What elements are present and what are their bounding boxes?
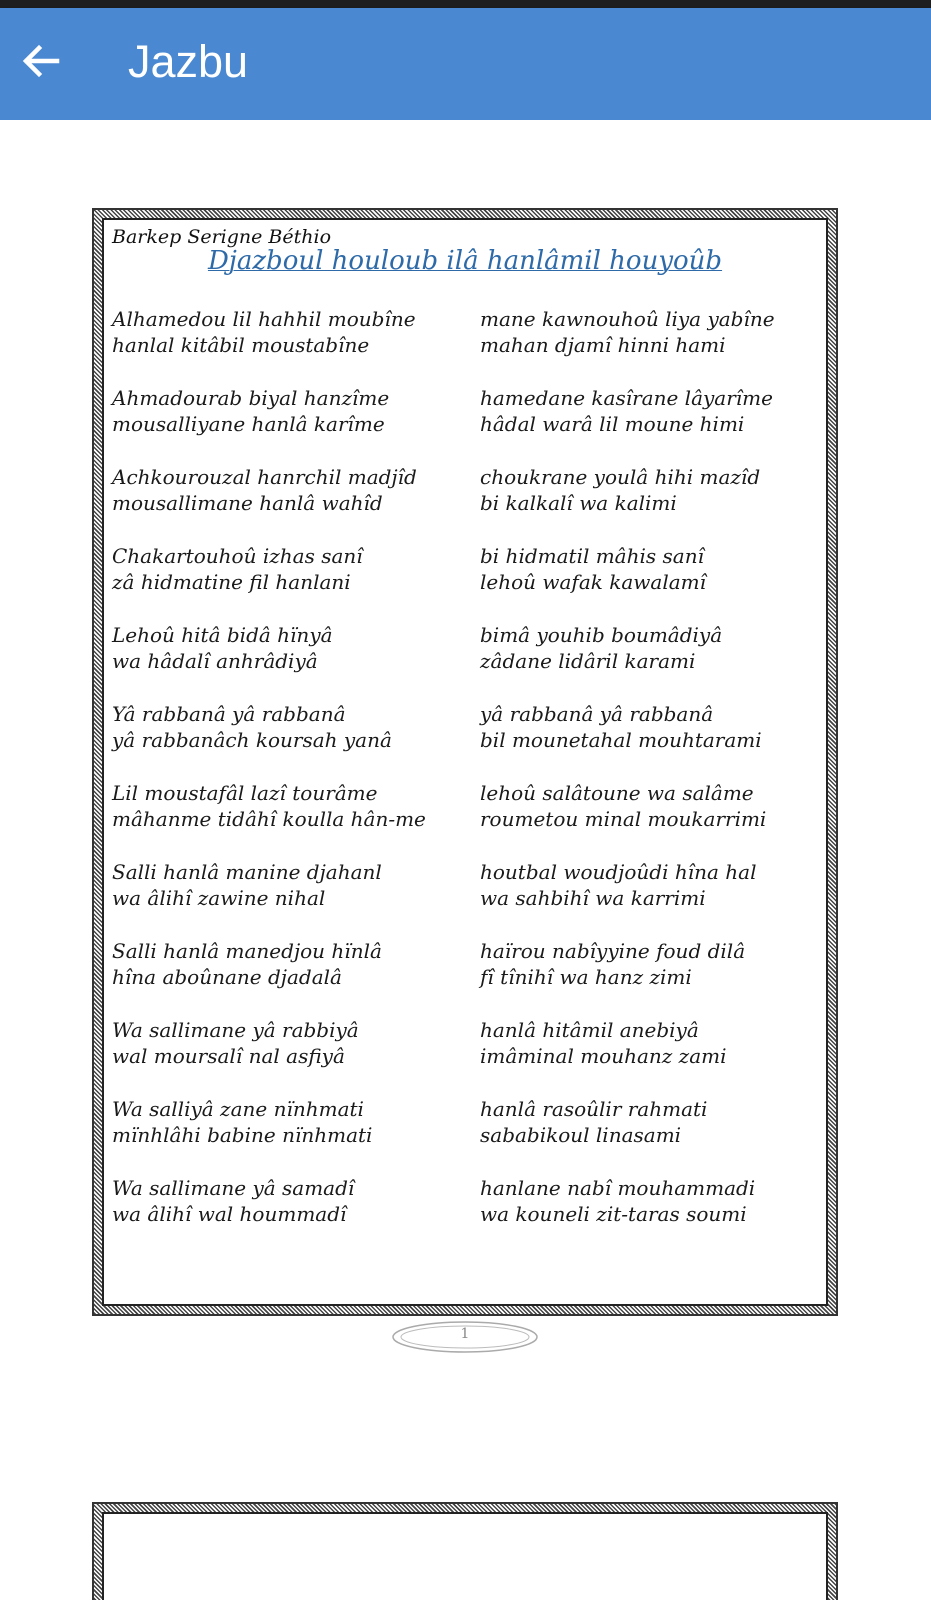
- stanza-left-column: [112, 938, 480, 1017]
- verse-line: zâ hidmatine fil hanlani: [112, 570, 351, 594]
- verse-line: haïrou nabîyyine foud dilâ: [480, 939, 746, 963]
- stanza: [112, 1017, 816, 1096]
- verse-line: mâhanme tidâhî koulla hân-me: [112, 807, 426, 831]
- stanza: [112, 938, 816, 1017]
- stanza-right-column: [480, 859, 816, 938]
- stanza-left-column: [112, 701, 480, 780]
- document-page: [92, 208, 838, 1316]
- verse-line: choukrane youlâ hihi mazîd: [480, 465, 761, 489]
- stanza-left-column: [112, 780, 480, 859]
- verse-line: hanlâ rasoûlir rahmati: [480, 1097, 708, 1121]
- document-page-next: [92, 1502, 838, 1600]
- app-title: Jazbu: [128, 36, 249, 87]
- stanza-right-column: [480, 938, 816, 1017]
- verse-line: yâ rabbanâ yâ rabbanâ: [480, 702, 714, 726]
- stanza-left-column: [112, 543, 480, 622]
- verse-line: wa âlihî zawine nihal: [112, 886, 326, 910]
- verse-line: Chakartouhoû izhas sanî: [112, 544, 363, 568]
- page-author: Barkep Serigne Béthio: [112, 226, 332, 248]
- stanza: [112, 306, 816, 385]
- stanza-left-column: [112, 1096, 480, 1175]
- stanza: [112, 1175, 816, 1254]
- verse-line: lehoû salâtoune wa salâme: [480, 781, 754, 805]
- stanza-right-column: [480, 385, 816, 464]
- verse-line: lehoû wafak kawalamî: [480, 570, 707, 594]
- verse-line: Alhamedou lil hahhil moubîne: [112, 307, 416, 331]
- verse-line: bi hidmatil mâhis sanî: [480, 544, 704, 568]
- verse-line: wa âlihî wal hoummadî: [112, 1202, 347, 1226]
- verse-line: Lil moustafâl lazî tourâme: [112, 781, 378, 805]
- poem-stanzas: [112, 306, 816, 1254]
- stanza-right-column: [480, 701, 816, 780]
- verse-line: wa sahbihî wa karrimi: [480, 886, 706, 910]
- verse-line: roumetou minal moukarrimi: [480, 807, 767, 831]
- verse-line: wa kouneli zit-taras soumi: [480, 1202, 747, 1226]
- back-arrow-icon: [19, 39, 63, 83]
- verse-line: Yâ rabbanâ yâ rabbanâ: [112, 702, 346, 726]
- stanza-right-column: [480, 1175, 816, 1254]
- verse-line: mousallimane hanlâ wahîd: [112, 491, 383, 515]
- verse-line: hâdal warâ lil moune himi: [480, 412, 745, 436]
- verse-line: Achkourouzal hanrchil madjîd: [112, 465, 417, 489]
- verse-line: bil mounetahal mouhtarami: [480, 728, 762, 752]
- verse-line: mousalliyane hanlâ karîme: [112, 412, 385, 436]
- stanza-left-column: [112, 385, 480, 464]
- verse-line: Wa sallimane yâ rabbiyâ: [112, 1018, 359, 1042]
- stanza-left-column: [112, 1175, 480, 1254]
- stanza: [112, 701, 816, 780]
- verse-line: imâminal mouhanz zami: [480, 1044, 727, 1068]
- stanza: [112, 859, 816, 938]
- stanza: [112, 464, 816, 543]
- verse-line: Wa sallimane yâ samadî: [112, 1176, 355, 1200]
- stanza-right-column: [480, 622, 816, 701]
- verse-line: hanlâ hitâmil anebiyâ: [480, 1018, 699, 1042]
- stanza-right-column: [480, 780, 816, 859]
- stanza: [112, 385, 816, 464]
- stanza-right-column: [480, 1017, 816, 1096]
- stanza: [112, 622, 816, 701]
- app-bar: [0, 8, 931, 120]
- verse-line: wa hâdalî anhrâdiyâ: [112, 649, 318, 673]
- verse-line: mïnhlâhi babine nïnhmati: [112, 1123, 373, 1147]
- stanza: [112, 780, 816, 859]
- verse-line: Ahmadourab biyal hanzîme: [112, 386, 390, 410]
- verse-line: bimâ youhib boumâdiyâ: [480, 623, 723, 647]
- verse-line: hamedane kasîrane lâyarîme: [480, 386, 773, 410]
- verse-line: yâ rabbanâch koursah yanâ: [112, 728, 392, 752]
- page-number: 1: [460, 1326, 470, 1342]
- verse-line: sababikoul linasami: [480, 1123, 682, 1147]
- verse-line: mane kawnouhoû liya yabîne: [480, 307, 775, 331]
- verse-line: mahan djamî hinni hami: [480, 333, 726, 357]
- verse-line: hîna aboûnane djadalâ: [112, 965, 342, 989]
- verse-line: Salli hanlâ manedjou hïnlâ: [112, 939, 382, 963]
- stanza-left-column: [112, 306, 480, 385]
- verse-line: Lehoû hitâ bidâ hïnyâ: [112, 623, 333, 647]
- page-number-badge: [390, 1320, 540, 1354]
- stanza-right-column: [480, 1096, 816, 1175]
- verse-line: houtbal woudjoûdi hîna hal: [480, 860, 757, 884]
- verse-line: hanlal kitâbil moustabîne: [112, 333, 370, 357]
- stanza-left-column: [112, 859, 480, 938]
- stanza-right-column: [480, 306, 816, 385]
- stanza-right-column: [480, 543, 816, 622]
- verse-line: Salli hanlâ manine djahanl: [112, 860, 382, 884]
- document-viewer[interactable]: [0, 120, 931, 1600]
- stanza-left-column: [112, 622, 480, 701]
- stanza-left-column: [112, 464, 480, 543]
- verse-line: fî tînihî wa hanz zimi: [480, 965, 692, 989]
- verse-line: bi kalkalî wa kalimi: [480, 491, 677, 515]
- stanza: [112, 543, 816, 622]
- back-button[interactable]: [10, 30, 72, 92]
- stanza-right-column: [480, 464, 816, 543]
- poem-title: Djazboul houloub ilâ hanlâmil houyoûb: [207, 246, 723, 276]
- stanza-left-column: [112, 1017, 480, 1096]
- verse-line: zâdane lidâril karami: [480, 649, 696, 673]
- verse-line: wal moursalî nal asfiyâ: [112, 1044, 345, 1068]
- status-bar: [0, 0, 931, 8]
- verse-line: hanlane nabî mouhammadi: [480, 1176, 756, 1200]
- verse-line: Wa salliyâ zane nïnhmati: [112, 1097, 364, 1121]
- stanza: [112, 1096, 816, 1175]
